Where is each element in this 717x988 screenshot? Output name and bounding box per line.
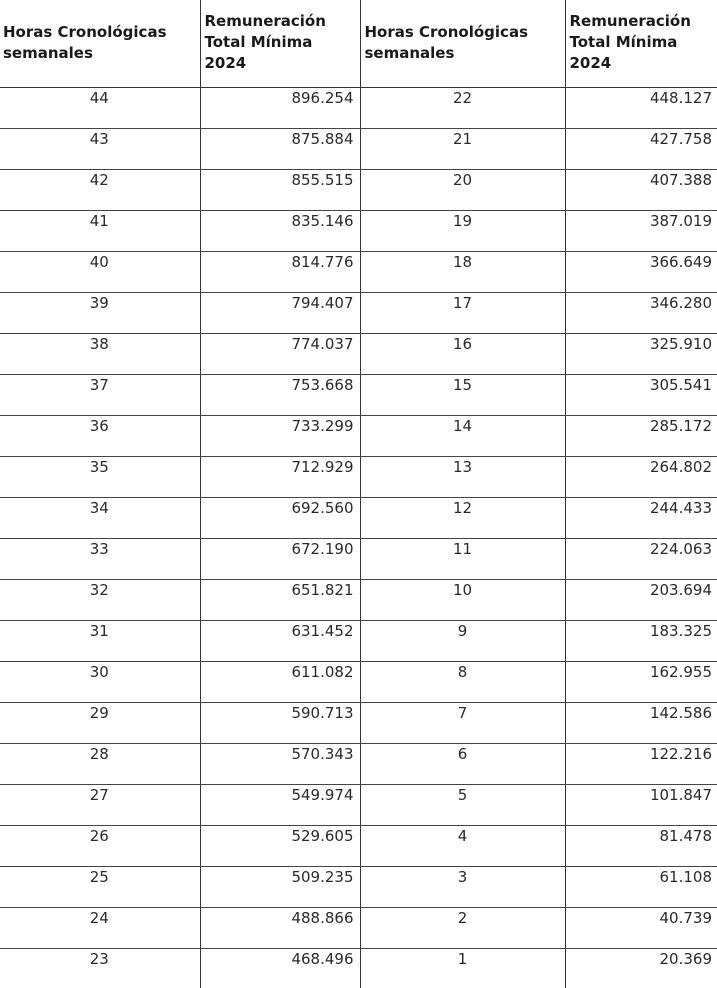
weekly-hours-cell: 14 (360, 416, 565, 457)
weekly-hours-cell: 12 (360, 498, 565, 539)
remuneration-cell: 672.190 (200, 539, 360, 580)
header-line: Total Mínima (205, 32, 360, 53)
weekly-hours-cell: 22 (360, 88, 565, 129)
remuneration-cell: 529.605 (200, 826, 360, 867)
remuneration-cell: 468.496 (200, 949, 360, 988)
weekly-hours-cell: 2 (360, 908, 565, 949)
table-row (0, 293, 717, 334)
weekly-hours-cell: 1 (360, 949, 565, 988)
table-row (0, 703, 717, 744)
table-row (0, 949, 717, 988)
weekly-hours-cell: 28 (0, 744, 200, 785)
remuneration-cell: 631.452 (200, 621, 360, 662)
remuneration-cell: 427.758 (565, 129, 717, 170)
header-line: semanales (3, 43, 200, 64)
remuneration-cell: 488.866 (200, 908, 360, 949)
table-row (0, 416, 717, 457)
weekly-hours-cell: 29 (0, 703, 200, 744)
remuneration-cell: 855.515 (200, 170, 360, 211)
table-row (0, 457, 717, 498)
header-min-remuneration-right (565, 0, 717, 88)
remuneration-cell: 264.802 (565, 457, 717, 498)
header-line: Total Mínima (570, 32, 717, 53)
remuneration-cell: 692.560 (200, 498, 360, 539)
weekly-hours-cell: 20 (360, 170, 565, 211)
weekly-hours-cell: 6 (360, 744, 565, 785)
remuneration-cell: 733.299 (200, 416, 360, 457)
remuneration-cell: 448.127 (565, 88, 717, 129)
remuneration-cell: 753.668 (200, 375, 360, 416)
weekly-hours-cell: 3 (360, 867, 565, 908)
table-row (0, 785, 717, 826)
remuneration-cell: 896.254 (200, 88, 360, 129)
weekly-hours-cell: 39 (0, 293, 200, 334)
remuneration-cell: 162.955 (565, 662, 717, 703)
remuneration-cell: 346.280 (565, 293, 717, 334)
table-row (0, 498, 717, 539)
table-row (0, 621, 717, 662)
remuneration-cell: 590.713 (200, 703, 360, 744)
weekly-hours-cell: 11 (360, 539, 565, 580)
weekly-hours-cell: 37 (0, 375, 200, 416)
weekly-hours-cell: 23 (0, 949, 200, 988)
header-line: Remuneración (570, 11, 717, 32)
weekly-hours-cell: 36 (0, 416, 200, 457)
table-row (0, 170, 717, 211)
weekly-hours-cell: 32 (0, 580, 200, 621)
remuneration-cell: 712.929 (200, 457, 360, 498)
remuneration-cell: 774.037 (200, 334, 360, 375)
weekly-hours-cell: 30 (0, 662, 200, 703)
weekly-hours-cell: 5 (360, 785, 565, 826)
weekly-hours-cell: 4 (360, 826, 565, 867)
weekly-hours-cell: 10 (360, 580, 565, 621)
table-row (0, 129, 717, 170)
header-weekly-hours-left (0, 0, 200, 88)
weekly-hours-cell: 25 (0, 867, 200, 908)
table-row (0, 334, 717, 375)
table-row (0, 867, 717, 908)
remuneration-cell: 387.019 (565, 211, 717, 252)
table-row (0, 375, 717, 416)
remuneration-cell: 814.776 (200, 252, 360, 293)
remuneration-cell: 61.108 (565, 867, 717, 908)
remuneration-cell: 122.216 (565, 744, 717, 785)
header-min-remuneration-left (200, 0, 360, 88)
remuneration-cell: 81.478 (565, 826, 717, 867)
weekly-hours-cell: 15 (360, 375, 565, 416)
weekly-hours-cell: 44 (0, 88, 200, 129)
remuneration-cell: 224.063 (565, 539, 717, 580)
remuneration-cell: 203.694 (565, 580, 717, 621)
header-line: Remuneración (205, 11, 360, 32)
remuneration-cell: 794.407 (200, 293, 360, 334)
header-line: 2024 (570, 53, 717, 74)
remuneration-cell: 366.649 (565, 252, 717, 293)
weekly-hours-cell: 31 (0, 621, 200, 662)
weekly-hours-cell: 34 (0, 498, 200, 539)
table-row (0, 908, 717, 949)
remuneration-cell: 183.325 (565, 621, 717, 662)
weekly-hours-cell: 35 (0, 457, 200, 498)
weekly-hours-cell: 41 (0, 211, 200, 252)
weekly-hours-cell: 42 (0, 170, 200, 211)
weekly-hours-cell: 17 (360, 293, 565, 334)
weekly-hours-cell: 33 (0, 539, 200, 580)
remuneration-cell: 101.847 (565, 785, 717, 826)
remuneration-cell: 549.974 (200, 785, 360, 826)
header-line: Horas Cronológicas (365, 22, 565, 43)
weekly-hours-cell: 40 (0, 252, 200, 293)
header-line: Horas Cronológicas (3, 22, 200, 43)
weekly-hours-cell: 26 (0, 826, 200, 867)
header-line: 2024 (205, 53, 360, 74)
table-row (0, 88, 717, 129)
remuneration-cell: 835.146 (200, 211, 360, 252)
remuneration-cell: 325.910 (565, 334, 717, 375)
table-row (0, 826, 717, 867)
remuneration-cell: 40.739 (565, 908, 717, 949)
table-row (0, 539, 717, 580)
header-line: semanales (365, 43, 565, 64)
table-row (0, 744, 717, 785)
weekly-hours-cell: 19 (360, 211, 565, 252)
weekly-hours-cell: 9 (360, 621, 565, 662)
remuneration-cell: 20.369 (565, 949, 717, 988)
weekly-hours-cell: 13 (360, 457, 565, 498)
remuneration-cell: 570.343 (200, 744, 360, 785)
table-row (0, 211, 717, 252)
weekly-hours-cell: 16 (360, 334, 565, 375)
remuneration-cell: 285.172 (565, 416, 717, 457)
remuneration-cell: 611.082 (200, 662, 360, 703)
table-row (0, 252, 717, 293)
weekly-hours-cell: 27 (0, 785, 200, 826)
table-header-row (0, 0, 717, 88)
header-weekly-hours-right (360, 0, 565, 88)
weekly-hours-cell: 18 (360, 252, 565, 293)
remuneration-cell: 875.884 (200, 129, 360, 170)
remuneration-cell: 244.433 (565, 498, 717, 539)
remuneration-cell: 407.388 (565, 170, 717, 211)
weekly-hours-cell: 24 (0, 908, 200, 949)
weekly-hours-cell: 38 (0, 334, 200, 375)
weekly-hours-cell: 7 (360, 703, 565, 744)
remuneration-cell: 651.821 (200, 580, 360, 621)
table-row (0, 662, 717, 703)
remuneration-cell: 142.586 (565, 703, 717, 744)
remuneration-cell: 509.235 (200, 867, 360, 908)
weekly-hours-cell: 8 (360, 662, 565, 703)
weekly-hours-cell: 43 (0, 129, 200, 170)
weekly-hours-cell: 21 (360, 129, 565, 170)
table-row (0, 580, 717, 621)
remuneration-cell: 305.541 (565, 375, 717, 416)
table-body (0, 88, 717, 988)
